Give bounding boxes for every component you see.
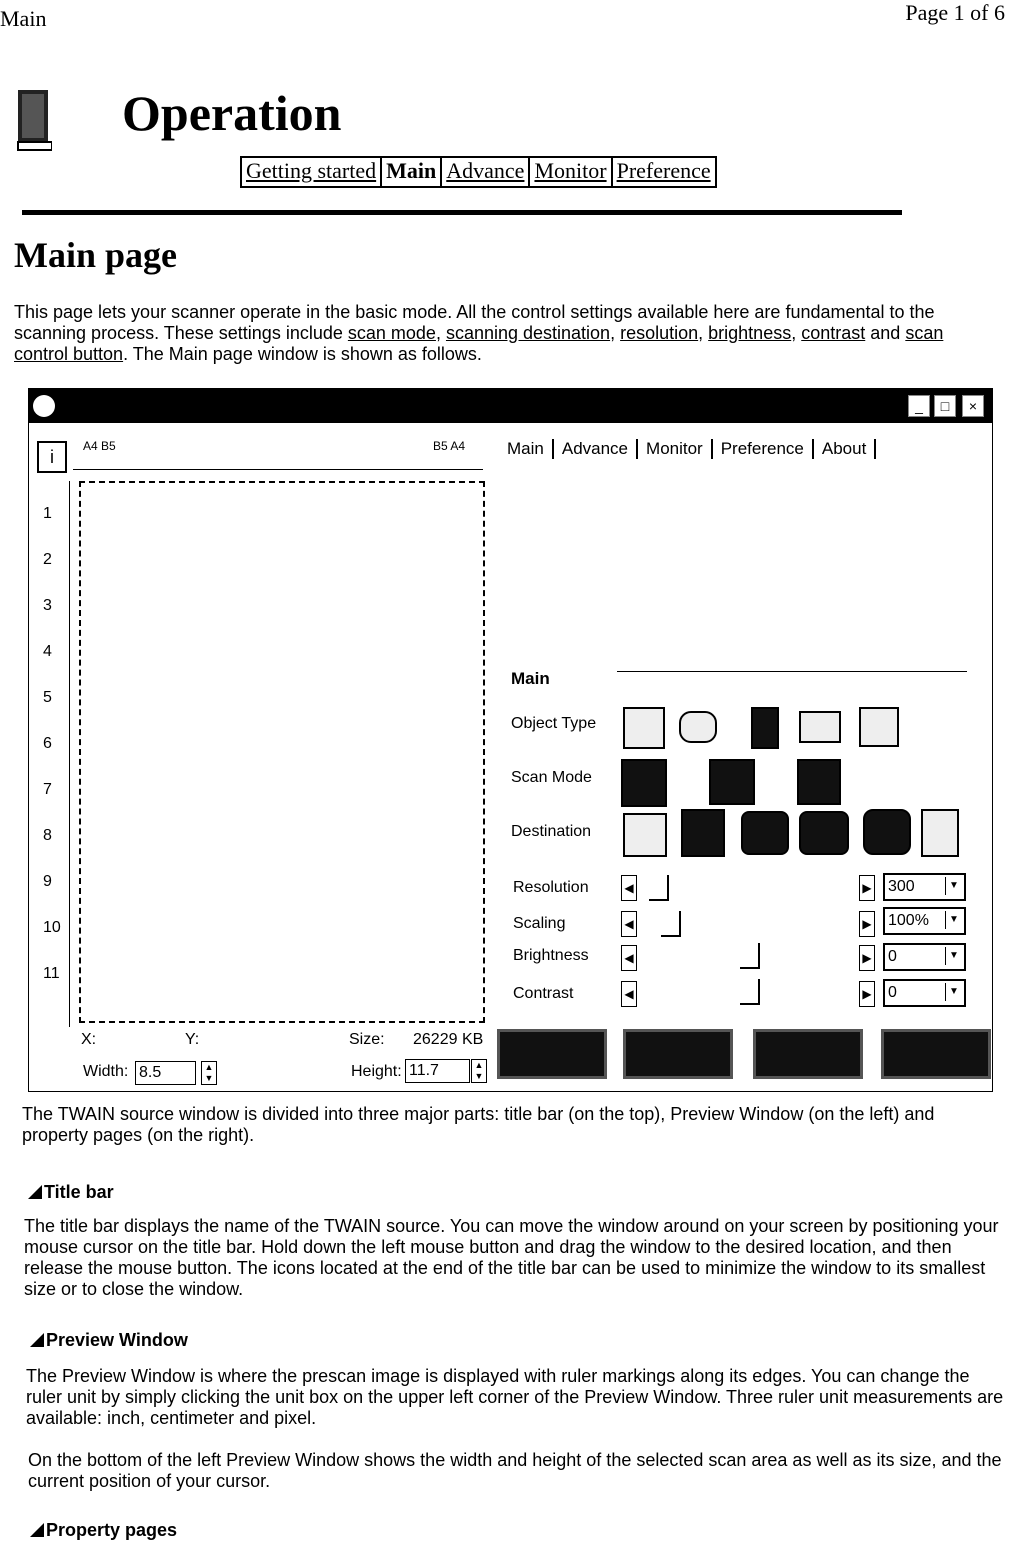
link-resolution[interactable]: resolution: [620, 323, 699, 343]
brightness-increase-arrow[interactable]: ▶: [859, 945, 875, 971]
prop-tab-main[interactable]: Main: [499, 439, 554, 459]
scaling-decrease-arrow[interactable]: ◀: [621, 911, 637, 937]
link-scanning-destination[interactable]: scanning destination: [445, 323, 611, 343]
destination-label: Destination: [511, 823, 592, 840]
contrast-slider-thumb[interactable]: [740, 979, 760, 1005]
tab-main[interactable]: Main: [382, 158, 442, 186]
help-button[interactable]: [753, 1029, 863, 1079]
preview-button[interactable]: [497, 1029, 607, 1079]
brightness-select[interactable]: [883, 943, 966, 971]
height-input[interactable]: 11.7: [405, 1059, 470, 1083]
destination-email-icon[interactable]: [863, 809, 911, 855]
object-card-icon[interactable]: [859, 707, 899, 747]
scan-mode-label: Scan Mode: [511, 769, 592, 786]
prop-tab-preference[interactable]: Preference: [713, 439, 814, 459]
scaling-slider-thumb[interactable]: [661, 911, 681, 937]
ruler-number: 7: [43, 781, 52, 798]
width-stepper[interactable]: ▲ ▼: [201, 1061, 217, 1085]
height-label: Height:: [351, 1063, 402, 1080]
prop-tab-monitor[interactable]: Monitor: [638, 439, 713, 459]
intro-text-end: . The Main page window is shown as follows.: [123, 344, 482, 364]
scan-mode-color-icon[interactable]: [621, 759, 667, 807]
divider: [22, 210, 902, 215]
link-brightness[interactable]: brightness: [708, 323, 792, 343]
ruler-top-label-right: B5 A4: [433, 439, 466, 453]
ruler-number: 10: [43, 919, 61, 936]
resolution-label: Resolution: [513, 879, 589, 896]
destination-fax-icon[interactable]: [681, 809, 725, 857]
subheading-text: Preview Window: [46, 1330, 188, 1350]
brightness-slider-thumb[interactable]: [740, 943, 760, 969]
ruler-left: [39, 481, 70, 1027]
link-contrast[interactable]: contrast: [801, 323, 866, 343]
width-input[interactable]: 8.5: [135, 1061, 196, 1085]
ruler-number: 6: [43, 735, 52, 752]
resolution-value: 300: [888, 878, 915, 895]
width-label: Width:: [83, 1063, 129, 1080]
scaling-select[interactable]: [883, 907, 966, 935]
book-icon: [16, 88, 52, 152]
ruler-number: 3: [43, 597, 52, 614]
contrast-increase-arrow[interactable]: ▶: [859, 981, 875, 1007]
scaling-label: Scaling: [513, 915, 566, 932]
ruler-number: 8: [43, 827, 52, 844]
object-photo-icon[interactable]: [623, 707, 665, 749]
height-stepper[interactable]: ▲ ▼: [471, 1059, 487, 1083]
tab-getting-started[interactable]: Getting started: [242, 158, 382, 186]
link-scan-mode[interactable]: scan mode: [347, 323, 436, 343]
app-logo-icon: [33, 395, 55, 417]
destination-file-icon[interactable]: [921, 809, 959, 857]
destination-printer-icon[interactable]: [741, 811, 789, 855]
triangle-bullet-icon: [30, 1523, 44, 1537]
contrast-select[interactable]: [883, 979, 966, 1007]
contrast-label: Contrast: [513, 985, 574, 1002]
subheading-title-bar: [28, 1182, 114, 1203]
tab-monitor[interactable]: Monitor: [530, 158, 612, 186]
object-film-icon[interactable]: [751, 707, 779, 749]
preview-window[interactable]: [79, 481, 485, 1023]
main-section-title: Main: [511, 669, 550, 688]
sep: ,: [610, 323, 621, 343]
sep: ,: [698, 323, 709, 343]
subheading-text: Property pages: [46, 1520, 178, 1540]
prop-tab-advance[interactable]: Advance: [554, 439, 638, 459]
link-scan-control-button[interactable]: scan control button: [14, 323, 944, 364]
scan-mode-gray-icon[interactable]: [709, 759, 755, 805]
ruler-number: 5: [43, 689, 52, 706]
chevron-down-icon: ▼: [945, 911, 962, 929]
tab-preference[interactable]: Preference: [616, 158, 711, 183]
object-document-icon[interactable]: [679, 711, 717, 743]
chevron-down-icon: ▼: [945, 877, 962, 895]
paragraph-parts: The TWAIN source window is divided into three major parts: title bar (on the top), Preview Window (on the left) and property pages (on the right).: [22, 1104, 935, 1145]
close-button[interactable]: ×: [962, 395, 984, 417]
chevron-down-icon: ▼: [945, 947, 962, 965]
scaling-value: 100%: [888, 912, 929, 929]
object-book-icon[interactable]: [799, 711, 841, 743]
ruler-top-label-left: A4 B5: [83, 439, 116, 453]
section-heading: Main page: [14, 235, 178, 275]
sep: ,: [791, 323, 802, 343]
subheading-text: Title bar: [44, 1182, 114, 1202]
triangle-bullet-icon: [28, 1185, 42, 1199]
title-bar[interactable]: [29, 389, 992, 423]
destination-app-icon[interactable]: [623, 813, 667, 857]
ruler-top: [73, 439, 483, 470]
destination-ocr-icon[interactable]: [799, 811, 849, 855]
scan-button[interactable]: [623, 1029, 733, 1079]
minimize-button[interactable]: _: [908, 395, 930, 417]
ruler-number: 1: [43, 505, 52, 522]
subheading-property-pages: [30, 1520, 177, 1541]
brightness-decrease-arrow[interactable]: ◀: [621, 945, 637, 971]
brightness-label: Brightness: [513, 947, 589, 964]
intro-text: This page lets your scanner operate in the basic mode. All the control settings available here are fundamental to the scanning process. These settings include: [14, 302, 935, 343]
size-value: 26229 KB: [413, 1031, 484, 1048]
ruler-number: 9: [43, 873, 52, 890]
sep: and: [865, 323, 906, 343]
resolution-slider-thumb[interactable]: [649, 875, 669, 901]
cursor-y-label: Y:: [185, 1031, 200, 1048]
subheading-preview-window: [30, 1330, 188, 1351]
page-header-right: Page 1 of 6: [905, 0, 1005, 25]
ruler-unit-box[interactable]: i: [37, 441, 67, 473]
page-title: Operation: [122, 85, 342, 141]
object-type-label: Object Type: [511, 715, 597, 732]
scan-mode-bw-icon[interactable]: [797, 759, 841, 805]
resolution-increase-arrow[interactable]: ▶: [859, 875, 875, 901]
maximize-button[interactable]: □: [934, 395, 956, 417]
page-header-left: Main: [0, 6, 47, 31]
paragraph-preview-1: The Preview Window is where the prescan image is displayed with ruler markings along its edges. You can change the ruler unit by simply clicking the unit box on the upper left corner of the Preview Window. Three ruler unit measurements are available: inch, centimeter and pixel.: [26, 1366, 1004, 1428]
size-label: Size:: [349, 1031, 385, 1048]
property-tabs: [499, 439, 876, 459]
chevron-down-icon: ▼: [945, 983, 962, 1001]
resolution-select[interactable]: [883, 873, 966, 901]
exit-button[interactable]: [881, 1029, 991, 1079]
ruler-number: 2: [43, 551, 52, 568]
twain-window: [28, 388, 993, 1092]
tab-advance[interactable]: Advance: [442, 158, 530, 186]
intro-paragraph: [14, 302, 994, 365]
scaling-increase-arrow[interactable]: ▶: [859, 911, 875, 937]
paragraph-title-bar: The title bar displays the name of the TWAIN source. You can move the window around on your screen by positioning your mouse cursor on the title bar. Hold down the left mouse button and drag the window to the desired location, and then release the mouse button. The icons located at the end of the title bar can be used to minimize the window to its smallest size or to close the window.: [24, 1216, 999, 1299]
section-divider: [617, 671, 967, 672]
paragraph-preview-2: On the bottom of the left Preview Window shows the width and height of the selected scan area as well as its size, and the current position of your cursor.: [28, 1450, 1002, 1491]
brightness-value: 0: [888, 948, 897, 965]
cursor-x-label: X:: [81, 1031, 97, 1048]
prop-tab-about[interactable]: About: [814, 439, 876, 459]
triangle-bullet-icon: [30, 1333, 44, 1347]
contrast-decrease-arrow[interactable]: ◀: [621, 981, 637, 1007]
ruler-number: 4: [43, 643, 52, 660]
resolution-decrease-arrow[interactable]: ◀: [621, 875, 637, 901]
nav-tabs: [240, 156, 717, 188]
ruler-number: 11: [43, 965, 60, 982]
contrast-value: 0: [888, 984, 897, 1001]
sep: ,: [435, 323, 446, 343]
